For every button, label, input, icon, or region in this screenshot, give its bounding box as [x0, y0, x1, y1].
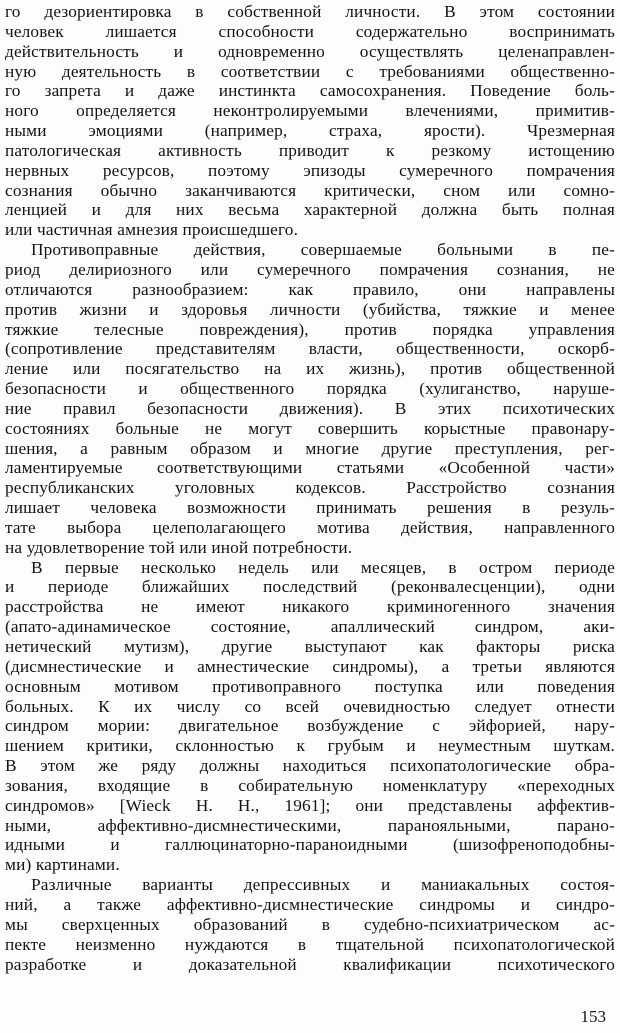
text-line: безопасности и общественного порядка (хулиганство, наруше- — [5, 379, 615, 399]
text-line: лишает человека возможности принимать решения в резуль- — [5, 498, 615, 518]
text-line: риод делириозного или сумеречного помрачения сознания, не — [5, 259, 615, 279]
text-line: ление или посягательство на их жизнь), против общественной — [5, 359, 615, 379]
text-line: го запрета и даже инстинкта самосохранения. Поведение боль- — [5, 81, 615, 101]
text-line: расстройства не имеют никакого криминогенного значения — [5, 597, 615, 617]
text-line: ние правил безопасности движения). В этих психотических — [5, 398, 615, 418]
text-line: зования, входящие в собирательную номенклатуру «переходных — [5, 775, 615, 795]
text-line: (дисмнестические и амнестические синдромы), а третьи являются — [5, 656, 615, 676]
text-line: ную деятельность в соответствии с требованиями общественно- — [5, 61, 615, 81]
text-line: ными эмоциями (например, страха, ярости). Чрезмерная — [5, 121, 615, 141]
text-line: и периоде ближайших последствий (реконвалесценции), одни — [5, 577, 615, 597]
text-line: нетический мутизм), другие выступают как факторы риска — [5, 637, 615, 656]
text-line: отличаются разнообразием: как правило, они направлены — [5, 279, 615, 299]
text-line: синдром мории: двигательное возбуждение с эйфорией, нару- — [5, 716, 615, 736]
text-line: шением критики, склонностью к грубым и неуместным шуткам. — [5, 736, 615, 756]
text-line: против жизни и здоровья личности (убийства, тяжкие и менее — [5, 299, 615, 319]
paragraph — [5, 240, 615, 558]
text-line: состояниях больные не могут совершить корыстные правонару- — [5, 418, 615, 438]
text-line: В первые несколько недель или месяцев, в остром периоде — [31, 557, 615, 577]
text-line: ламентируемые соответствующими статьями «Особенной части» — [5, 458, 615, 478]
paragraph — [5, 558, 615, 876]
text-line: (сопротивление представителям власти, общественности, оскорб- — [5, 339, 615, 359]
text-line: ного определяется неконтролируемыми влечениями, примитив- — [5, 101, 615, 121]
text-line: идными и галлюцинаторно-параноидными (шизофреноподобны- — [5, 835, 615, 855]
text-line: или частичная амнезия происшедшего. — [5, 220, 299, 240]
text-line: тяжкие телесные повреждения), против порядка управления — [5, 319, 615, 339]
text-line: патологическая активность приводит к резкому истощению — [5, 140, 615, 160]
text-line: Противоправные действия, совершаемые больными в пе- — [31, 240, 615, 260]
text-line: пекте неизменно нуждаются в тщательной психопатологической — [5, 934, 615, 954]
page-number: 153 — [580, 1007, 606, 1026]
body-text — [5, 2, 615, 974]
text-line: сознания обычно заканчиваются критически, сном или сомно- — [5, 180, 615, 200]
text-line: мы сверхценных образований в судебно-психиатрическом ас- — [5, 914, 615, 934]
text-line: нервных ресурсов, поэтому эпизоды сумеречного помрачения — [5, 160, 615, 180]
paragraph — [5, 2, 615, 240]
text-line: больных. К их числу со всей очевидностью следует отнести — [5, 696, 615, 716]
text-line: республиканских уголовных кодексов. Расстройство сознания — [5, 478, 615, 498]
text-line: тате выбора целеполагающего мотива действия, направленного — [5, 517, 615, 537]
text-line: шения, а равным образом и многие другие преступления, рег- — [5, 438, 615, 458]
text-line: разработке и доказательной квалификации психотического — [5, 954, 615, 974]
text-line: действительность и одновременно осуществлять целенаправлен- — [5, 41, 615, 61]
text-line: на удовлетворение той или иной потребности. — [5, 537, 353, 557]
text-line: го дезориентировка в собственной личности. В этом состоянии — [5, 2, 615, 21]
text-line: В этом же ряду должны находиться психопатологические обра- — [5, 756, 615, 776]
text-line: основным мотивом противоправного поступка или поведения — [5, 676, 615, 696]
text-line: (апато-адинамическое состояние, апаллический синдром, аки- — [5, 617, 615, 637]
text-line: ми) картинами. — [5, 855, 120, 875]
text-line: синдромов» [Wieck H. H., 1961]; они представлены аффектив- — [5, 795, 615, 815]
text-line: ленцией и для них весьма характерной должна быть полная — [5, 200, 615, 220]
text-line: Различные варианты депрессивных и маниакальных состоя- — [31, 875, 615, 895]
text-line: ными, аффективно-дисмнестическими, паранояльными, парано- — [5, 815, 615, 835]
text-line: ний, а также аффективно-дисмнестические синдромы и синдро- — [5, 894, 615, 914]
text-line: человек лишается способности содержательно воспринимать — [5, 21, 615, 41]
paragraph — [5, 875, 615, 974]
